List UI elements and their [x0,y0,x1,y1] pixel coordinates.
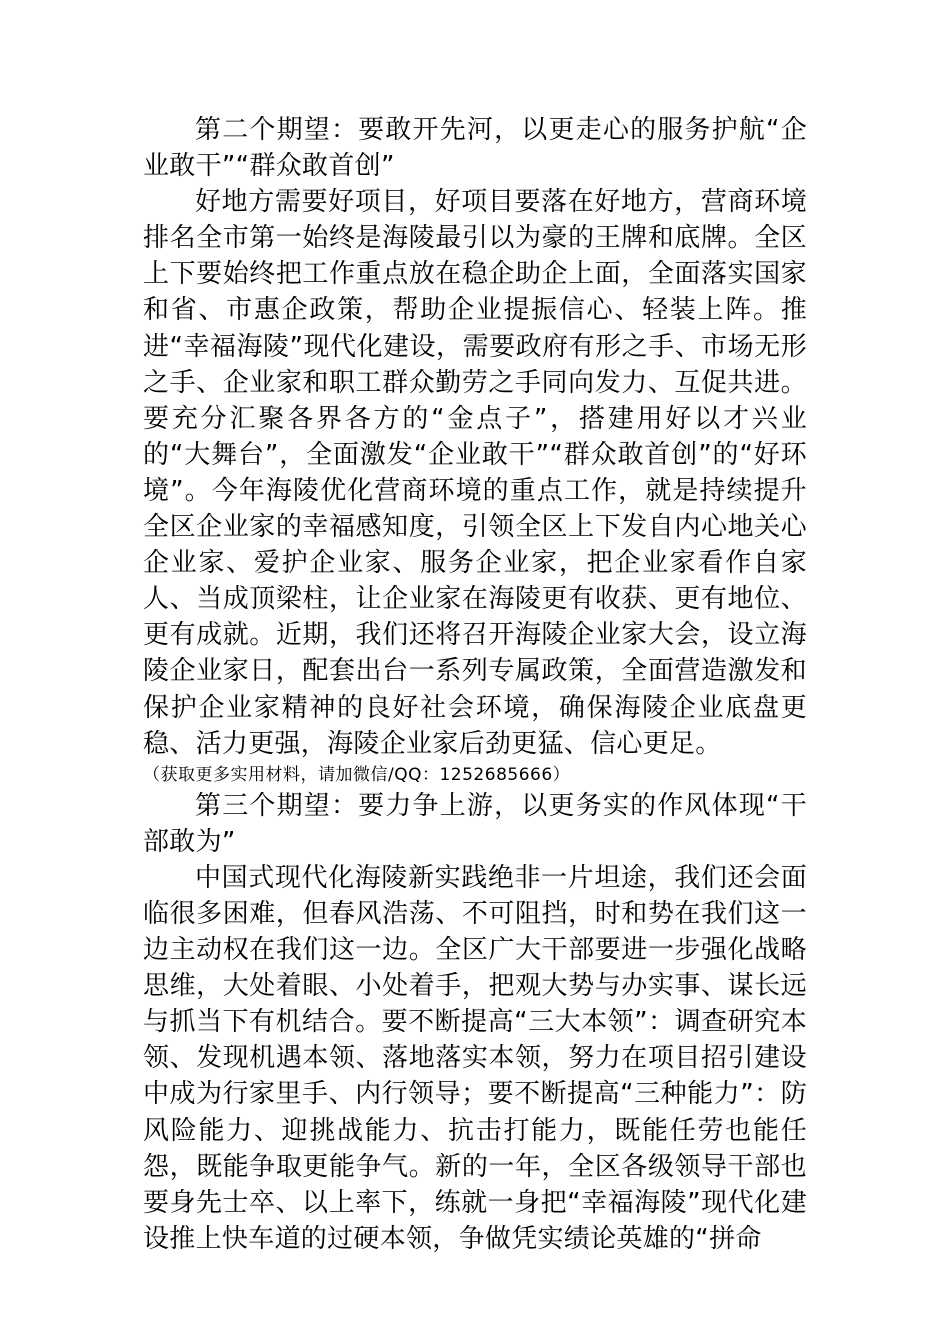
section-heading-second-expectation: 第二个期望：要敢开先河，以更走心的服务护航“企业敢干”“群众敢首创” [143,115,807,182]
contact-note: （获取更多实用材料，请加微信/QQ：1252685666） [143,764,571,785]
section-body-second-expectation: 好地方需要好项目，好项目要落在好地方，营商环境排名全市第一始终是海陵最引以为豪的王牌和底牌。全区上下要始终把工作重点放在稳企助企上面，全面落实国家和省、市惠企政策，帮助企业提振信心、轻装上阵。推进“幸福海陵”现代化建设，需要政府有形之手、市场无形之手、企业家和职工群众勤劳之手同向发力、互促共进。要充分汇聚各界各方的“金点子”，搭建用好以才兴业的“大舞台”，全面激发“企业敢干”“群众敢首创”的“好环境”。今年海陵优化营商环境的重点工作，就是持续提升全区企业家的幸福感知度，引领全区上下发自内心地关心企业家、爱护企业家、服务企业家，把企业家看作自家人、当成顶梁柱，让企业家在海陵更有收获、更有地位、更有成就。近期，我们还将召开海陵企业家大会，设立海陵企业家日，配套出台一系列专属政策，全面营造激发和保护企业家精神的良好社会环境，确保海陵企业底盘更稳、活力更强，海陵企业家后劲更猛、信心更足。 [143,187,807,759]
section-body-third-expectation: 中国式现代化海陵新实践绝非一片坦途，我们还会面临很多困难，但春风浩荡、不可阻挡，时和势在我们这一边主动权在我们这一边。全区广大干部要进一步强化战略思维，大处着眼、小处着手，把观大势与办实事、谋长远与抓当下有机结合。要不断提高“三大本领”：调查研究本领、发现机遇本领、落地落实本领，努力在项目招引建设中成为行家里手、内行领导；要不断提高“三种能力”：防风险能力、迎挑战能力、抗击打能力，既能任劳也能任怨，既能争取更能争气。新的一年，全区各级领导干部也要身先士卒、以上率下，练就一身把“幸福海陵”现代化建设推上快车道的过硬本领，争做凭实绩论英雄的“拼命 [143,862,807,1254]
section-heading-third-expectation: 第三个期望：要力争上游，以更务实的作风体现“干部敢为” [143,790,807,857]
document-page [143,112,807,1257]
